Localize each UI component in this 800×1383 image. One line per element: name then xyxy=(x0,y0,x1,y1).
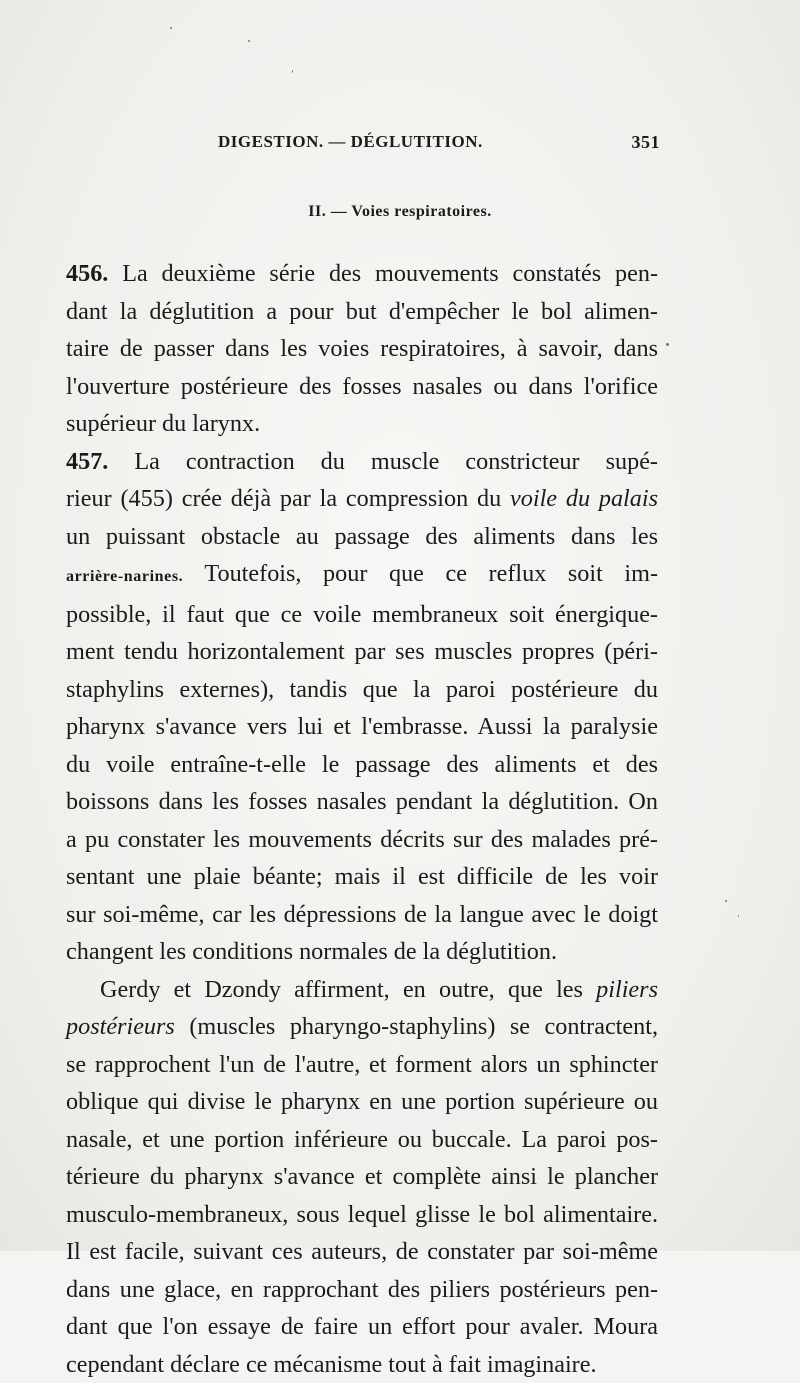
text-line: un puissant obstacle au passage des aliments dans les xyxy=(66,518,658,556)
running-header xyxy=(150,128,660,158)
scan-speck xyxy=(248,40,250,42)
italic-term: voile du palais xyxy=(510,485,658,512)
text-line: l'ouverture postérieure des fosses nasales ou dans l'orifice xyxy=(66,368,658,406)
text-span: rieur (455) crée déjà par la compression du xyxy=(66,485,510,512)
text-span: La deuxième série des mouvements constatés pen- xyxy=(122,260,658,287)
text-span: (muscles pharyngo-staphylins) se contractent, xyxy=(175,1013,658,1040)
text-span: Toutefois, pour que ce reflux soit im- xyxy=(183,560,658,587)
text-line: oblique qui divise le pharynx en une portion supérieure ou xyxy=(66,1083,658,1121)
paragraph-gerdy xyxy=(66,971,658,1383)
paragraph-number: 456. xyxy=(66,260,108,287)
text-line: a pu constater les mouvements décrits sur des malades pré- xyxy=(66,821,658,859)
text-line: ment tendu horizontalement par ses muscles propres (péri- xyxy=(66,633,658,671)
text-line: Il est facile, suivant ces auteurs, de constater par soi-même xyxy=(66,1233,658,1271)
text-line xyxy=(66,971,658,1009)
text-line: boissons dans les fosses nasales pendant la déglutition. On xyxy=(66,783,658,821)
italic-term: piliers xyxy=(596,976,658,1003)
text-line: dant que l'on essaye de faire un effort pour avaler. Moura xyxy=(66,1308,658,1346)
text-line xyxy=(66,1008,658,1046)
text-line xyxy=(66,255,658,293)
text-line: taire de passer dans les voies respiratoires, à savoir, dans xyxy=(66,330,658,368)
running-title: DIGESTION. — DÉGLUTITION. xyxy=(218,132,483,152)
text-line: du voile entraîne-t-elle le passage des aliments et des xyxy=(66,746,658,784)
text-line: pharynx s'avance vers lui et l'embrasse. Aussi la paralysie xyxy=(66,708,658,746)
italic-term: postérieurs xyxy=(66,1013,175,1040)
paragraph-456 xyxy=(66,255,658,443)
paragraph-number: 457. xyxy=(66,448,108,475)
scan-speck xyxy=(666,343,669,346)
page-number: 351 xyxy=(632,132,661,153)
text-line: sentant une plaie béante; mais il est difficile de les voir xyxy=(66,858,658,896)
text-line xyxy=(66,480,658,518)
text-line: se rapprochent l'un de l'autre, et forment alors un sphincter xyxy=(66,1046,658,1084)
text-line: possible, il faut que ce voile membraneux soit énergique- xyxy=(66,596,658,634)
scan-speck xyxy=(738,915,739,917)
text-line: nasale, et une portion inférieure ou buccale. La paroi pos- xyxy=(66,1121,658,1159)
scan-speck xyxy=(725,900,727,902)
text-line: musculo-membraneux, sous lequel glisse le bol alimentaire. xyxy=(66,1196,658,1234)
text-line: supérieur du larynx. xyxy=(66,405,658,443)
text-line: cependant déclare ce mécanisme tout à fait imaginaire. xyxy=(66,1346,658,1383)
text-line: changent les conditions normales de la déglutition. xyxy=(66,933,658,971)
text-line: dans une glace, en rapprochant des piliers postérieurs pen- xyxy=(66,1271,658,1309)
text-span: La contraction du muscle constricteur supé- xyxy=(134,448,658,475)
scan-speck xyxy=(292,70,293,73)
body-text xyxy=(66,255,658,1383)
paragraph-457 xyxy=(66,443,658,971)
small-caps-term: arrière-narines. xyxy=(66,568,183,585)
text-line: dant la déglutition a pour but d'empêcher le bol alimen- xyxy=(66,293,658,331)
scan-speck xyxy=(170,27,172,29)
text-line: staphylins externes), tandis que la paroi postérieure du xyxy=(66,671,658,709)
text-span: Gerdy et Dzondy affirment, en outre, que les xyxy=(100,976,596,1003)
section-title: II. — Voies respiratoires. xyxy=(0,203,800,221)
text-line xyxy=(66,443,658,481)
text-line: térieure du pharynx s'avance et complète ainsi le plancher xyxy=(66,1158,658,1196)
text-line: sur soi-même, car les dépressions de la langue avec le doigt xyxy=(66,896,658,934)
text-line xyxy=(66,555,658,596)
